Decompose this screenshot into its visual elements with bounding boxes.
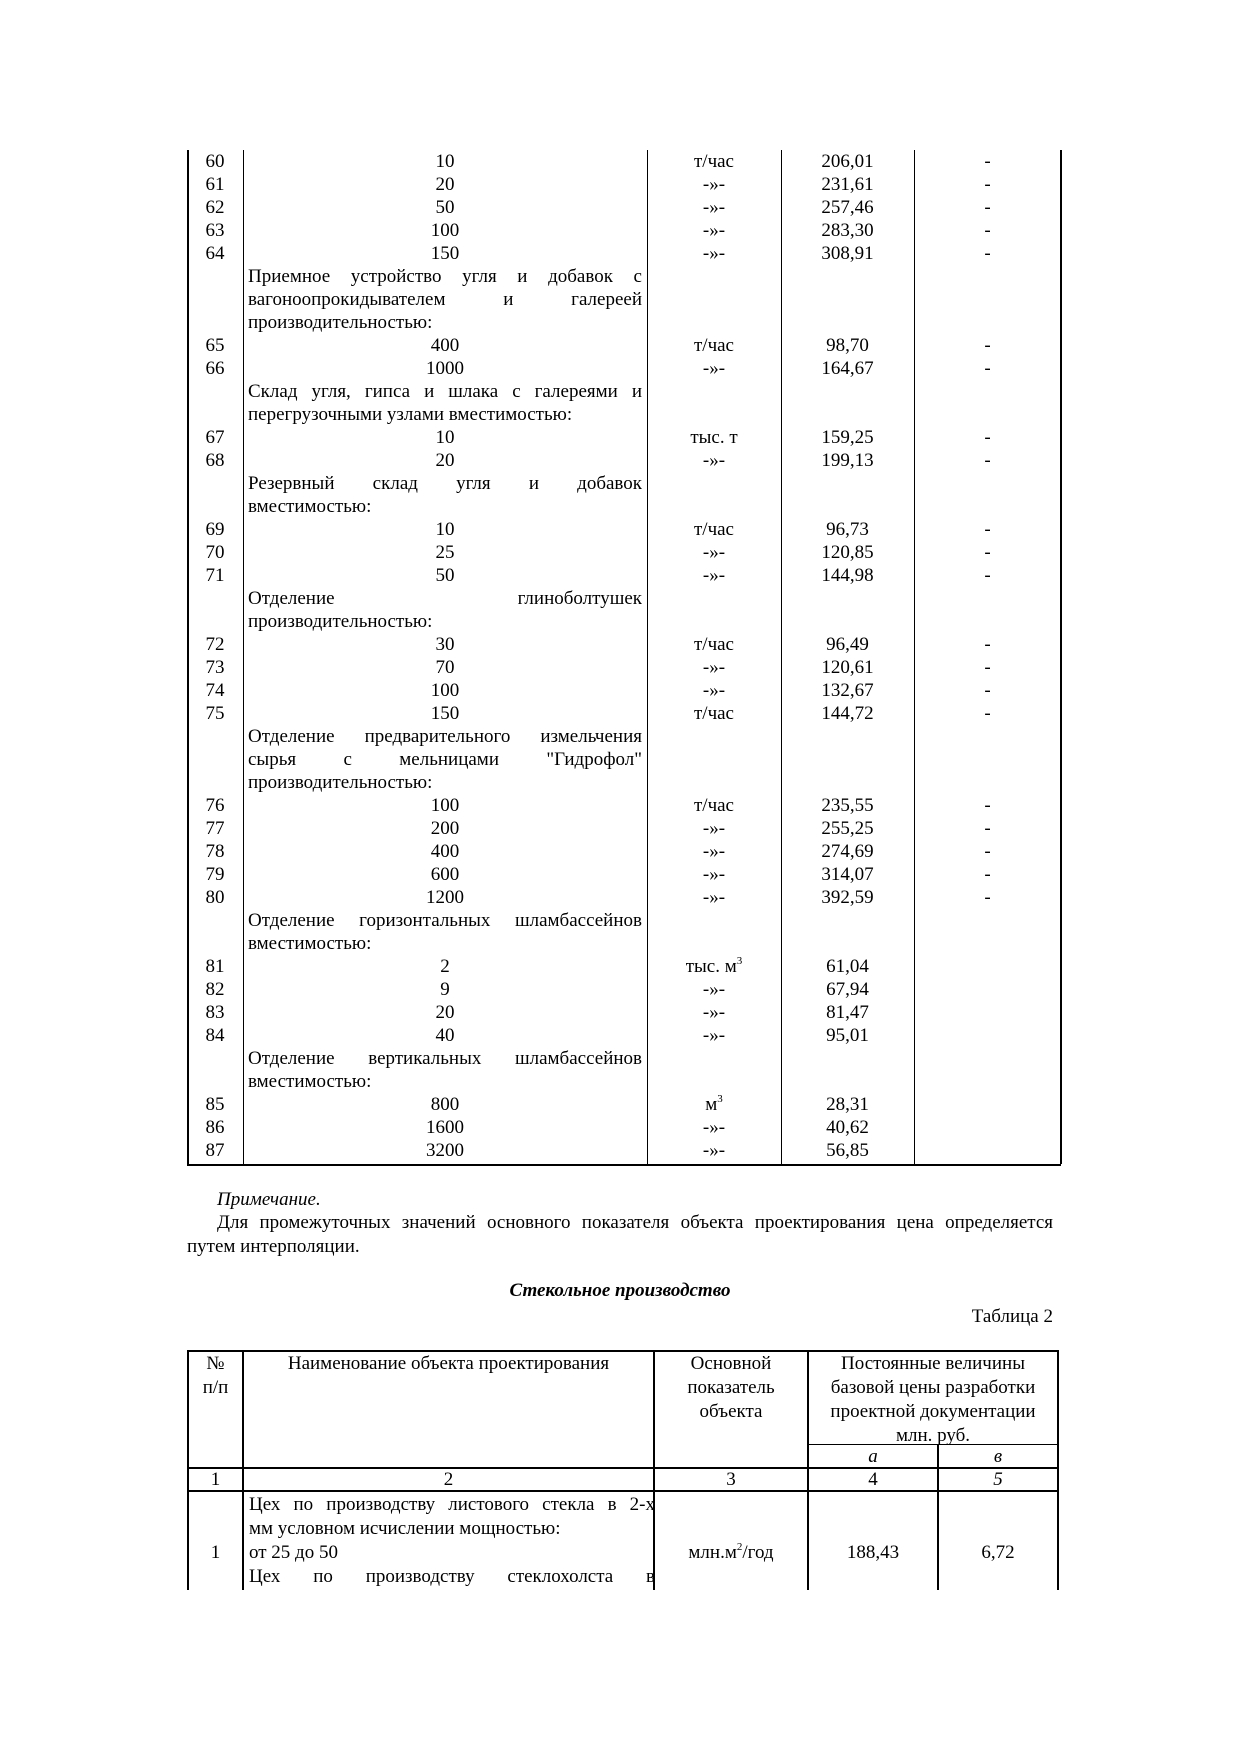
row-price: 132,67: [821, 680, 874, 701]
row-value: 150: [430, 703, 460, 724]
row-value: 50: [435, 197, 455, 218]
row-value: 20: [435, 450, 455, 471]
group-heading: Резервный склад угля и добавок вместимостью:: [248, 473, 642, 517]
row-unit: -»-: [702, 818, 726, 839]
row-number: 84: [205, 1025, 225, 1046]
row-number: 87: [205, 1140, 225, 1161]
row-extra: -: [984, 542, 991, 563]
table-row: [187, 541, 1061, 564]
row-price: 96,73: [826, 519, 869, 540]
row-unit: -»-: [702, 174, 726, 195]
group-heading: Отделение предварительного измельчения сырья с мельницами "Гидрофол" производительностью:: [248, 726, 642, 793]
row-unit: -»-: [702, 680, 726, 701]
table-row: [187, 840, 1061, 863]
table-row: [187, 1093, 1061, 1116]
row-unit: -»-: [702, 358, 726, 379]
table-row: [187, 334, 1061, 357]
table-row: [187, 656, 1061, 679]
row-price: 120,61: [821, 657, 874, 678]
row-unit: -»-: [702, 657, 726, 678]
row-value: 10: [435, 427, 455, 448]
row-extra: -: [984, 519, 991, 540]
row-number: 75: [205, 703, 225, 724]
row-price: 283,30: [821, 220, 874, 241]
row-extra: -: [984, 703, 991, 724]
row-number: 65: [205, 335, 225, 356]
row-value: 70: [435, 657, 455, 678]
row1-unit: $млн.м^2$/год: [688, 1540, 774, 1563]
row-price: 206,01: [821, 151, 874, 172]
row-value: 1200: [426, 887, 464, 908]
row-value: 30: [435, 634, 455, 655]
row-number: 82: [205, 979, 225, 1000]
table-row: [187, 794, 1061, 817]
glass-production-table: [187, 1350, 1059, 1590]
table-row: [187, 564, 1061, 587]
row-price: 231,61: [821, 174, 874, 195]
table-row: [187, 633, 1061, 656]
table-row: [187, 196, 1061, 219]
col-num-4: 4: [868, 1469, 878, 1490]
row-price: 257,46: [821, 197, 874, 218]
row-unit: тыс. $м^3$: [685, 954, 743, 977]
row-number: 80: [205, 887, 225, 908]
group-heading: Отделение вертикальных шламбассейнов вместимостью:: [248, 1048, 642, 1092]
table-label: Таблица 2: [971, 1306, 1053, 1327]
row-price: 159,25: [821, 427, 874, 448]
row-number: 76: [205, 795, 225, 816]
note-text: Для промежуточных значений основного показателя объекта проектирования цена определяется путем интерполяции.: [187, 1212, 1053, 1257]
row-unit: -»-: [702, 243, 726, 264]
row-extra: -: [984, 887, 991, 908]
row-unit: -»-: [702, 841, 726, 862]
row-unit: т/час: [693, 335, 734, 356]
row-unit: -»-: [702, 220, 726, 241]
table-row: [187, 173, 1061, 196]
row-price: 67,94: [826, 979, 869, 1000]
row-unit: -»-: [702, 450, 726, 471]
row-number: 78: [205, 841, 225, 862]
col-num-2: 2: [443, 1469, 454, 1490]
row-unit: -»-: [702, 887, 726, 908]
header-name: Наименование объекта проектирования: [287, 1353, 610, 1374]
row-number: 68: [205, 450, 225, 471]
row-extra: -: [984, 680, 991, 701]
row-value: 800: [430, 1094, 460, 1115]
row1-a: 188,43: [846, 1542, 900, 1563]
row-price: 164,67: [821, 358, 874, 379]
table-row: [187, 679, 1061, 702]
row-price: 199,13: [821, 450, 874, 471]
row-price: 144,72: [821, 703, 874, 724]
row-price: 61,04: [826, 956, 869, 977]
header-a: а: [868, 1446, 878, 1467]
row-extra: -: [984, 818, 991, 839]
table-row: [187, 1024, 1061, 1047]
row-price: 392,59: [821, 887, 874, 908]
header-no: № п/п: [202, 1353, 229, 1398]
row-number: 71: [205, 565, 225, 586]
row-price: 96,49: [826, 634, 869, 655]
row-value: 10: [435, 519, 455, 540]
row-extra: -: [984, 841, 991, 862]
row-extra: -: [984, 197, 991, 218]
row-extra: -: [984, 450, 991, 471]
row-extra: -: [984, 151, 991, 172]
table-row: [187, 978, 1061, 1001]
table-row: [187, 357, 1061, 380]
row-extra: -: [984, 427, 991, 448]
row-unit: т/час: [693, 519, 734, 540]
row-extra: -: [984, 634, 991, 655]
row1-b: 6,72: [981, 1542, 1015, 1563]
column-border: [914, 150, 915, 1164]
table-row: [187, 1139, 1061, 1162]
row-extra: -: [984, 220, 991, 241]
row-extra: -: [984, 358, 991, 379]
row-value: 20: [435, 174, 455, 195]
table-row: [187, 863, 1061, 886]
group-heading: Отделение глиноболтушек производительностью:: [248, 588, 642, 632]
group-heading: Приемное устройство угля и добавок с вагоноопрокидывателем и галереей производительностью:: [248, 266, 642, 333]
row-value: 9: [440, 979, 450, 1000]
row-price: 56,85: [826, 1140, 869, 1161]
row-price: 81,47: [826, 1002, 869, 1023]
table-row: [187, 518, 1061, 541]
column-border: [243, 150, 244, 1164]
table-row: [187, 1001, 1061, 1024]
col-num-5: 5: [993, 1469, 1003, 1490]
row-number: 74: [205, 680, 225, 701]
row-price: 98,70: [826, 335, 869, 356]
table-bottom-border: [187, 1164, 1061, 1166]
row-unit: $м^3$: [705, 1092, 723, 1115]
row-extra: -: [984, 335, 991, 356]
row-extra: -: [984, 565, 991, 586]
row-value: 600: [430, 864, 460, 885]
group-heading: Склад угля, гипса и шлака с галереями и перегрузочными узлами вместимостью:: [248, 381, 642, 425]
table-row: [187, 150, 1061, 173]
row-unit: -»-: [702, 565, 726, 586]
row-value: 20: [435, 1002, 455, 1023]
row-number: 81: [205, 956, 225, 977]
section-title: Стекольное производство: [509, 1280, 731, 1301]
row-extra: -: [984, 243, 991, 264]
table-row: [187, 219, 1061, 242]
row-unit: тыс. т: [690, 427, 738, 448]
table-row: [187, 426, 1061, 449]
row-value: 100: [430, 795, 460, 816]
row-value: 100: [430, 680, 460, 701]
header-b: в: [993, 1446, 1003, 1467]
row-price: 28,31: [826, 1094, 869, 1115]
row1-no: 1: [210, 1542, 221, 1563]
group-heading: Отделение горизонтальных шламбассейнов вместимостью:: [248, 910, 642, 954]
column-border: [781, 150, 782, 1164]
row-extra: -: [984, 864, 991, 885]
row1-name: Цех по производству листового стекла в 2-х мм условном исчислении мощностью: от 25 до 50 Цех по производству стеклохолста в: [249, 1494, 655, 1587]
table-row: [187, 955, 1061, 978]
row-unit: -»-: [702, 1117, 726, 1138]
row-unit: -»-: [702, 864, 726, 885]
row-value: 100: [430, 220, 460, 241]
row-value: 10: [435, 151, 455, 172]
row-number: 72: [205, 634, 225, 655]
column-border: [1060, 150, 1062, 1164]
table-row: [187, 242, 1061, 265]
row-price: 308,91: [821, 243, 874, 264]
row-value: 50: [435, 565, 455, 586]
row-price: 274,69: [821, 841, 874, 862]
row-price: 255,25: [821, 818, 874, 839]
row-number: 69: [205, 519, 225, 540]
row-number: 86: [205, 1117, 225, 1138]
row-number: 60: [205, 151, 225, 172]
table-row: [187, 1116, 1061, 1139]
row-price: 95,01: [826, 1025, 869, 1046]
row-value: 1000: [426, 358, 464, 379]
table-row: [187, 449, 1061, 472]
table-row: [187, 702, 1061, 725]
row-value: 400: [430, 335, 460, 356]
row-number: 61: [205, 174, 225, 195]
row-number: 83: [205, 1002, 225, 1023]
row-value: 25: [435, 542, 455, 563]
row-value: 3200: [426, 1140, 464, 1161]
row-unit: т/час: [693, 634, 734, 655]
row-price: 120,85: [821, 542, 874, 563]
table-row: [187, 886, 1061, 909]
row-unit: -»-: [702, 1140, 726, 1161]
table-row: [187, 817, 1061, 840]
row-value: 200: [430, 818, 460, 839]
row-number: 63: [205, 220, 225, 241]
header-indicator: Основной показатель объекта: [687, 1353, 775, 1422]
row-price: 40,62: [826, 1117, 869, 1138]
row-number: 64: [205, 243, 225, 264]
row-unit: -»-: [702, 1025, 726, 1046]
row-number: 66: [205, 358, 225, 379]
col-num-1: 1: [210, 1469, 221, 1490]
row-number: 85: [205, 1094, 225, 1115]
row-unit: -»-: [702, 542, 726, 563]
row-number: 79: [205, 864, 225, 885]
row-unit: -»-: [702, 1002, 726, 1023]
row-unit: т/час: [693, 151, 734, 172]
row-number: 67: [205, 427, 225, 448]
header-constants: Постоянные величины базовой цены разработки проектной документации млн. руб.: [830, 1353, 1036, 1446]
note-title: Примечание.: [217, 1189, 321, 1210]
row-unit: т/час: [693, 703, 734, 724]
row-value: 400: [430, 841, 460, 862]
col-num-3: 3: [726, 1469, 736, 1490]
row-value: 40: [435, 1025, 455, 1046]
column-border: [187, 150, 189, 1164]
row-unit: -»-: [702, 197, 726, 218]
row-number: 77: [205, 818, 225, 839]
row-price: 235,55: [821, 795, 874, 816]
row-unit: т/час: [693, 795, 734, 816]
row-price: 144,98: [821, 565, 874, 586]
row-extra: -: [984, 657, 991, 678]
row-extra: -: [984, 795, 991, 816]
row-number: 70: [205, 542, 225, 563]
row-extra: -: [984, 174, 991, 195]
row-value: 1600: [426, 1117, 464, 1138]
row-unit: -»-: [702, 979, 726, 1000]
row-number: 73: [205, 657, 225, 678]
column-border: [647, 150, 648, 1164]
row-value: 2: [440, 956, 450, 977]
row-price: 314,07: [821, 864, 874, 885]
row-number: 62: [205, 197, 225, 218]
row-value: 150: [430, 243, 460, 264]
